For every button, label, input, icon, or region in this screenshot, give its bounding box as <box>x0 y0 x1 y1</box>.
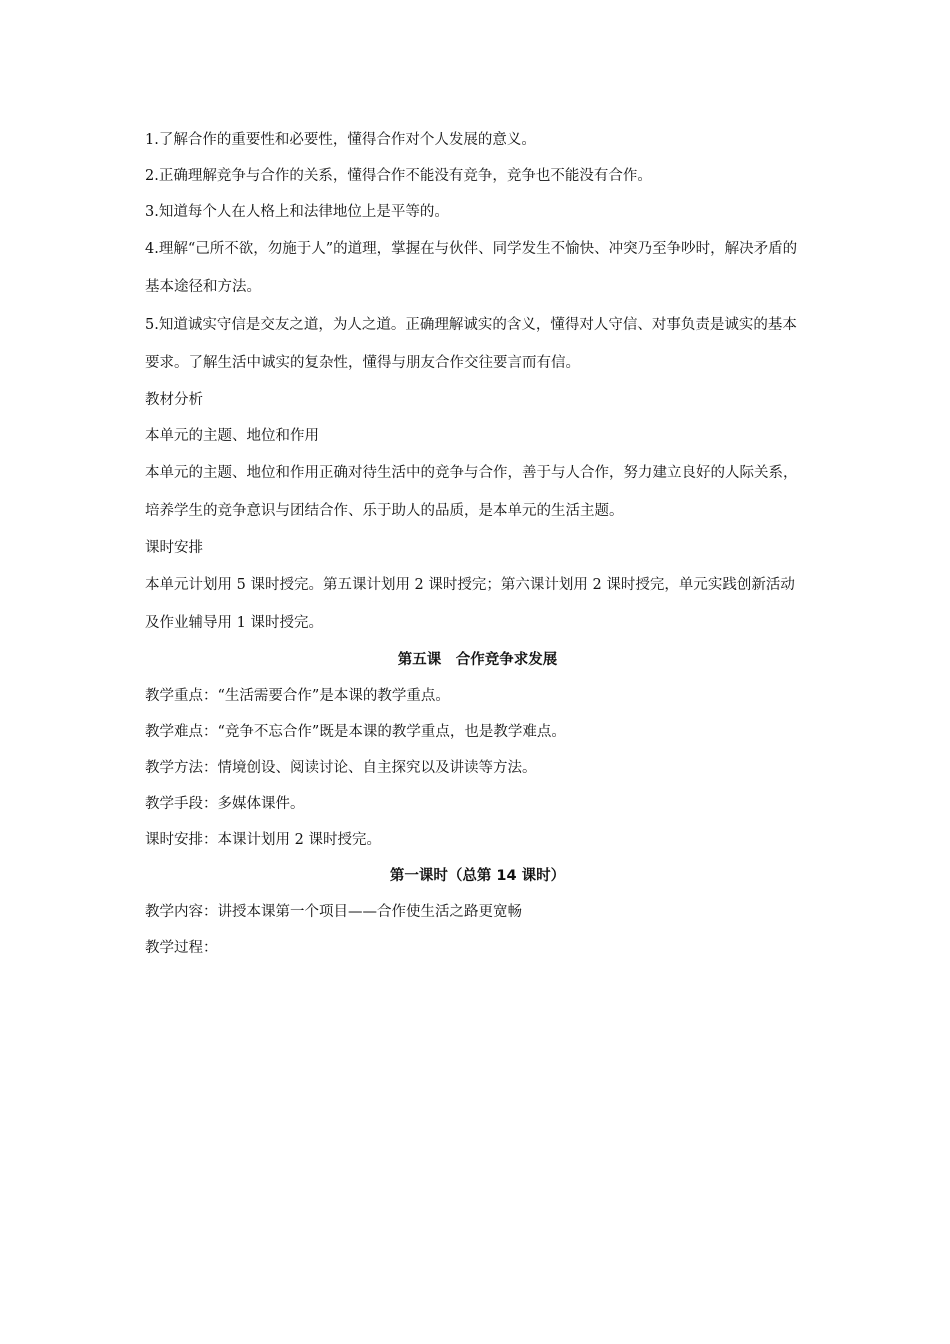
schedule-paragraph: 本单元计划用 5 课时授完。第五课计划用 2 课时授完；第六课计划用 2 课时授完，单元实践创新活动 及作业辅导用 1 课时授完。 <box>145 577 795 631</box>
period-process: 教学过程： <box>145 940 218 956</box>
period-title: 第一课时（总第 14 课时） <box>389 868 566 884</box>
lesson-title: 第五课 合作竞争求发展 <box>397 652 558 668</box>
objective-3: 3.知道每个人在人格上和法律地位上是平等的。 <box>145 204 449 220</box>
lesson-means: 教学手段：多媒体课件。 <box>145 796 305 812</box>
objective-2: 2.正确理解竞争与合作的关系，懂得合作不能没有竞争，竞争也不能没有合作。 <box>145 168 652 184</box>
period-content: 教学内容：讲授本课第一个项目——合作使生活之路更宽畅 <box>145 904 522 920</box>
analysis-heading: 教材分析 <box>145 392 203 408</box>
lesson-focus: 教学重点：“生活需要合作”是本课的教学重点。 <box>145 688 450 704</box>
objective-5: 5.知道诚实守信是交友之道，为人之道。正确理解诚实的含义，懂得对人守信、对事负责是诚实的基本要求。了解生活中诚实的复杂性，懂得与朋友合作交往要言而有信。 <box>145 317 797 371</box>
theme-paragraph: 本单元的主题、地位和作用正确对待生活中的竞争与合作，善于与人合作，努力建立良好的人际关系，培养学生的竞争意识与团结合作、乐于助人的品质，是本单元的生活主题。 <box>145 465 798 519</box>
objective-4: 4.理解“己所不欲，勿施于人”的道理，掌握在与伙伴、同学发生不愉快、冲突乃至争吵时，解决矛盾的基本途径和方法。 <box>145 241 798 295</box>
lesson-difficulty: 教学难点：“竞争不忘合作”既是本课的教学重点，也是教学难点。 <box>145 724 566 740</box>
document-body <box>145 122 810 966</box>
lesson-method: 教学方法：情境创设、阅读讨论、自主探究以及讲读等方法。 <box>145 760 537 776</box>
theme-heading: 本单元的主题、地位和作用 <box>145 428 319 444</box>
schedule-heading: 课时安排 <box>145 540 203 556</box>
lesson-schedule: 课时安排：本课计划用 2 课时授完。 <box>145 832 381 848</box>
objective-1: 1.了解合作的重要性和必要性，懂得合作对个人发展的意义。 <box>145 132 536 148</box>
